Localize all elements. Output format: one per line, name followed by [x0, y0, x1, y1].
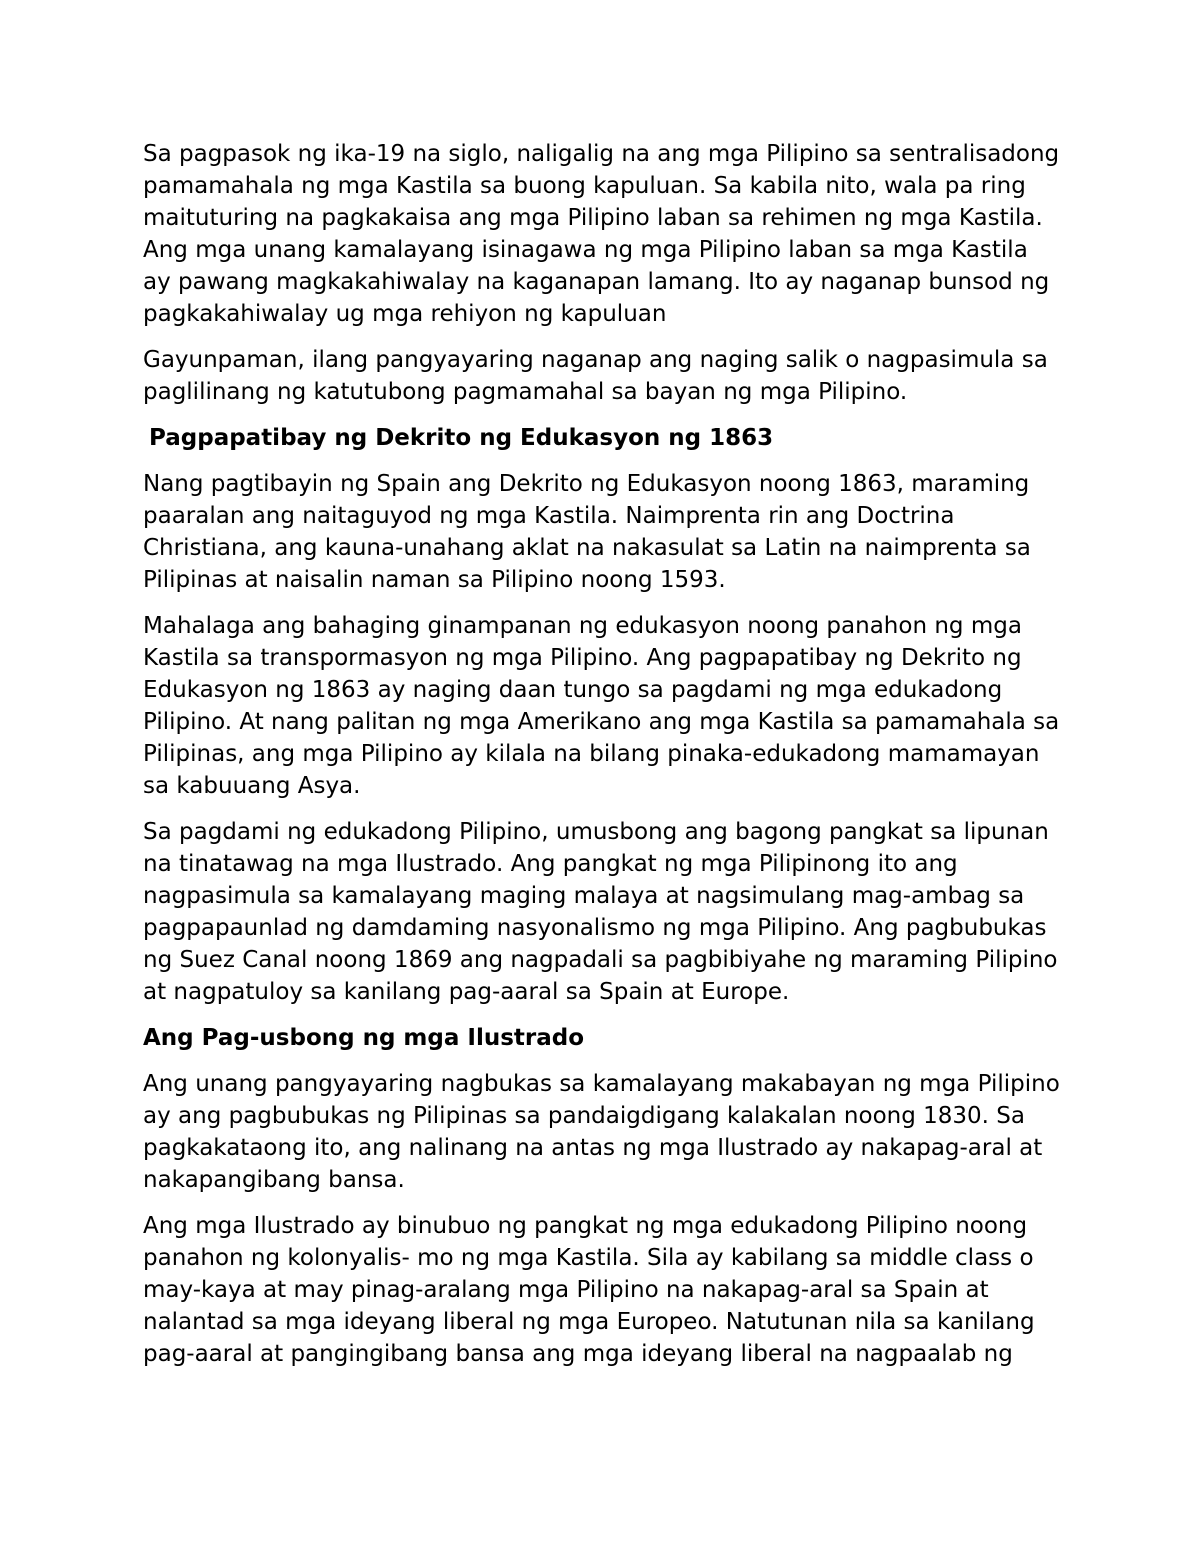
paragraph-6: Ang unang pangyayaring nagbukas sa kamalayang makabayan ng mga Pilipino ay ang pagbubukas ng Pilipinas sa pandaigdigang kalakalan noong 1830. Sa pagkakataong ito, ang nalinang na antas ng mga Ilustrado ay nakapag-aral at nakapangibang bansa.	[143, 1071, 1060, 1193]
paragraph-5: Sa pagdami ng edukadong Pilipino, umusbong ang bagong pangkat sa lipunan na tinatawag na mga Ilustrado. Ang pangkat ng mga Pilipinong ito ang nagpasimula sa kamalayang maging malaya at nagsimulang mag-ambag sa pagpapaunlad ng damdaming nasyonalismo ng mga Pilipino. Ang pagbubukas ng Suez Canal noong 1869 ang nagpadali sa pagbibiyahe ng maraming Pilipino at nagpatuloy sa kanilang pag-aaral sa Spain at Europe.	[143, 819, 1058, 1005]
paragraph-2: Gayunpaman, ilang pangyayaring naganap ang naging salik o nagpasimula sa paglilinang ng katutubong pagmamahal sa bayan ng mga Pilipino.	[143, 347, 1048, 405]
paragraph-7: Ang mga Ilustrado ay binubuo ng pangkat ng mga edukadong Pilipino noong panahon ng kolonyalis- mo ng mga Kastila. Sila ay kabilang sa middle class o may-kaya at may pinag-aralang mga Pilipino na nakapag-aral sa Spain at nalantad sa mga ideyang liberal ng mga Europeo. Natutunan nila sa kanilang pag-aaral at pangingibang bansa ang mga ideyang liberal na nagpaalab ng	[143, 1213, 1035, 1367]
paragraph-1: Sa pagpasok ng ika-19 na siglo, naligalig na ang mga Pilipino sa sentralisadong pamamahala ng mga Kastila sa buong kapuluan. Sa kabila nito, wala pa ring maituturing na pagkakaisa ang mga Pilipino laban sa rehimen ng mga Kastila. Ang mga unang kamalayang isinagawa ng mga Pilipino laban sa mga Kastila ay pawang magkakahiwalay na kaganapan lamang. Ito ay naganap bunsod ng pagkakahiwalay ug mga rehiyon ng kapuluan	[143, 141, 1060, 327]
section-heading-ilustrado: Ang Pag-usbong ng mga Ilustrado	[143, 1025, 585, 1051]
paragraph-4: Mahalaga ang bahaging ginampanan ng edukasyon noong panahon ng mga Kastila sa transpormasyon ng mga Pilipino. Ang pagpapatibay ng Dekrito ng Edukasyon ng 1863 ay naging daan tungo sa pagdami ng mga edukadong Pilipino. At nang palitan ng mga Amerikano ang mga Kastila sa pamamahala sa Pilipinas, ang mga Pilipino ay kilala na bilang pinaka-edukadong mamamayan sa kabuuang Asya.	[143, 613, 1060, 799]
section-heading-dekrito: Pagpapatibay ng Dekrito ng Edukasyon ng 1863	[149, 425, 774, 451]
paragraph-3: Nang pagtibayin ng Spain ang Dekrito ng Edukasyon noong 1863, maraming paaralan ang naitaguyod ng mga Kastila. Naimprenta rin ang Doctrina Christiana, ang kauna-unahang aklat na nakasulat sa Latin na naimprenta sa Pilipinas at naisalin naman sa Pilipino noong 1593.	[143, 471, 1031, 593]
